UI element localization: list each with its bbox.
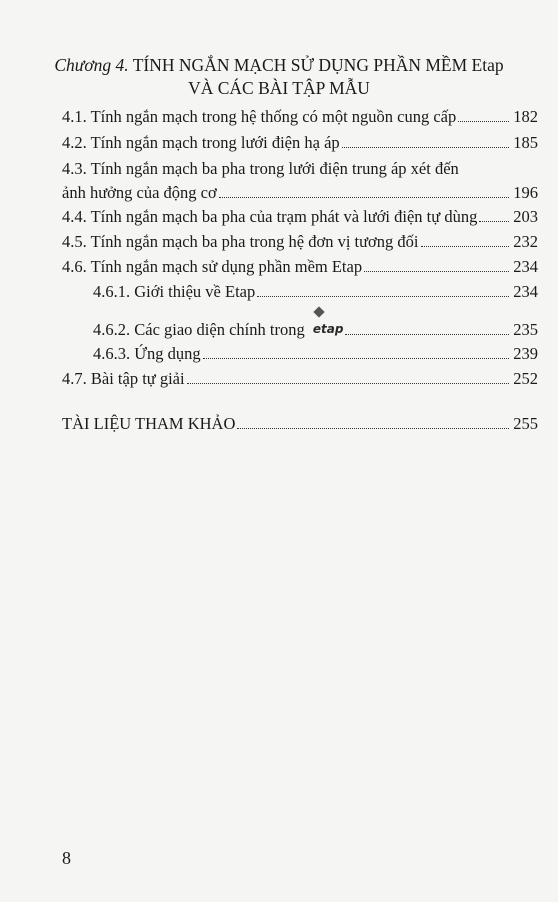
toc-page-number: 182 <box>513 107 538 126</box>
toc-entry-4-6-3 <box>93 343 538 365</box>
toc-entry-4-6-2 <box>93 318 538 341</box>
toc-entry-4-7 <box>62 368 538 390</box>
dot-leader <box>479 221 509 222</box>
toc-label-continuation: ảnh hưởng của động cơ <box>62 183 217 202</box>
dot-leader <box>219 197 510 198</box>
toc-label <box>93 318 343 341</box>
dot-leader <box>345 334 509 335</box>
toc-page-number: 255 <box>513 414 538 433</box>
toc-page-number: 252 <box>513 369 538 388</box>
toc-label-text: 4.6.2. Các giao diện chính trong <box>93 320 305 339</box>
toc-page-number: 234 <box>513 257 538 276</box>
toc-label: 4.2. Tính ngắn mạch trong lưới điện hạ áp <box>62 133 340 152</box>
toc-label: 4.6.1. Giới thiệu về Etap <box>93 282 256 301</box>
chapter-title: TÍNH NGẮN MẠCH SỬ DỤNG PHẦN MỀM Etap <box>128 55 504 75</box>
chapter-prefix: Chương 4. <box>54 55 129 75</box>
page-number: 8 <box>62 848 71 868</box>
toc-page-number: 203 <box>513 207 538 226</box>
toc-entry-4-2 <box>62 132 538 154</box>
dot-leader <box>342 147 510 148</box>
toc-page-number: 196 <box>513 183 538 202</box>
toc-entry-4-6 <box>62 256 538 278</box>
toc-page-number: 234 <box>513 282 538 301</box>
toc-page-number: 235 <box>513 320 538 339</box>
toc-label: 4.1. Tính ngắn mạch trong hệ thống có một nguồn cung cấp <box>62 107 457 126</box>
etap-logo-text: etap <box>312 322 344 336</box>
dot-leader <box>458 121 509 122</box>
dot-leader <box>187 383 510 384</box>
toc-page-number: 239 <box>513 344 538 363</box>
toc-label: 4.7. Bài tập tự giải <box>62 369 185 388</box>
toc-entry-4-4 <box>62 206 538 228</box>
dot-leader <box>364 271 509 272</box>
toc-label: TÀI LIỆU THAM KHẢO <box>62 414 236 433</box>
toc-page-number: 185 <box>513 133 538 152</box>
toc-entry-4-5 <box>62 231 538 253</box>
dot-leader <box>237 428 509 429</box>
dot-leader <box>257 296 509 297</box>
etap-logo <box>313 318 344 340</box>
toc-label: 4.6.3. Ứng dụng <box>93 344 201 363</box>
toc-entry-4-6-1 <box>93 281 538 303</box>
etap-logo-mark-icon <box>313 306 324 317</box>
toc-entry-4-1 <box>62 106 538 128</box>
toc-page-number: 232 <box>513 232 538 251</box>
chapter-heading-line2: VÀ CÁC BÀI TẬP MẪU <box>188 78 370 98</box>
dot-leader <box>421 246 510 247</box>
toc-label: 4.6. Tính ngắn mạch sử dụng phần mềm Etap <box>62 257 363 276</box>
toc-entry-references <box>62 413 538 435</box>
toc-label: 4.4. Tính ngắn mạch ba pha của trạm phát và lưới điện tự dùng <box>62 207 478 226</box>
dot-leader <box>203 358 510 359</box>
toc-entry-4-3-label: 4.3. Tính ngắn mạch ba pha trong lưới điện trung áp xét đến <box>62 159 459 178</box>
toc-label: 4.5. Tính ngắn mạch ba pha trong hệ đơn vị tương đối <box>62 232 419 251</box>
toc-entry-4-3 <box>62 182 538 204</box>
